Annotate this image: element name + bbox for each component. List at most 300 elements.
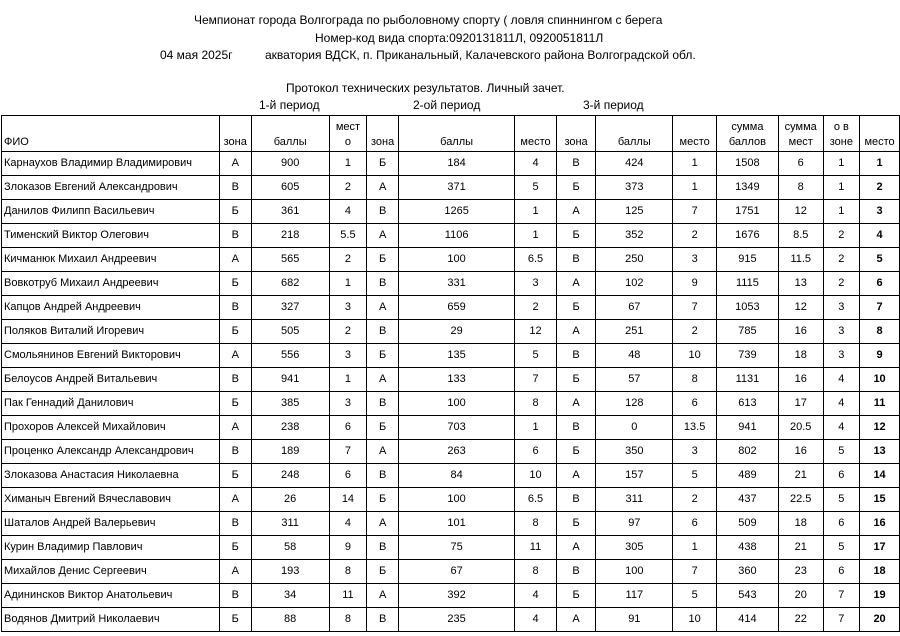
place-period-2: 12: [515, 320, 557, 344]
place-period-2: 6: [515, 440, 557, 464]
points-period-2: 75: [399, 536, 515, 560]
place-period-3: 2: [673, 224, 717, 248]
place-period-3: 6: [673, 392, 717, 416]
place-in-zone: 5: [823, 440, 860, 464]
points-period-3: 128: [596, 392, 673, 416]
place-in-zone: 7: [823, 584, 860, 608]
place-in-zone: 3: [823, 344, 860, 368]
zone-period-3: В: [556, 560, 595, 584]
zone-period-2: Б: [367, 248, 399, 272]
place-period-3: 3: [673, 248, 717, 272]
points-period-1: 189: [251, 440, 329, 464]
place-period-3: 5: [673, 584, 717, 608]
place-period-1: 6: [329, 416, 367, 440]
zone-period-1: А: [219, 560, 251, 584]
points-period-1: 238: [251, 416, 329, 440]
place-period-1: 1: [329, 272, 367, 296]
place-period-3: 2: [673, 488, 717, 512]
col-header-sum-places: сумма мест: [778, 116, 823, 152]
table-row: [2, 272, 900, 296]
sum-points: 360: [716, 560, 778, 584]
place-period-3: 1: [673, 536, 717, 560]
zone-period-3: Б: [556, 368, 595, 392]
place-period-1: 4: [329, 512, 367, 536]
points-period-3: 251: [596, 320, 673, 344]
points-period-1: 26: [251, 488, 329, 512]
place-period-1: 14: [329, 488, 367, 512]
zone-period-1: В: [219, 176, 251, 200]
place-period-3: 8: [673, 368, 717, 392]
place-in-zone: 6: [823, 512, 860, 536]
final-place: 10: [860, 368, 900, 392]
event-date: 04 мая 2025г: [160, 48, 233, 62]
sum-places: 16: [778, 440, 823, 464]
participant-name: Адининсков Виктор Анатольевич: [2, 584, 220, 608]
table-row: [2, 248, 900, 272]
participant-name: Михайлов Денис Сергеевич: [2, 560, 220, 584]
results-table: [1, 115, 900, 632]
sum-places: 16: [778, 320, 823, 344]
zone-period-2: В: [367, 464, 399, 488]
points-period-2: 184: [399, 152, 515, 176]
points-period-1: 361: [251, 200, 329, 224]
table-row: [2, 488, 900, 512]
document-title: Чемпионат города Волгограда по рыболовному спорту ( ловля спиннингом с берега: [194, 13, 663, 27]
place-in-zone: 4: [823, 368, 860, 392]
points-period-3: 157: [596, 464, 673, 488]
table-row: [2, 416, 900, 440]
zone-period-2: В: [367, 200, 399, 224]
zone-period-2: Б: [367, 344, 399, 368]
table-row: [2, 560, 900, 584]
place-in-zone: 1: [823, 152, 860, 176]
zone-period-2: В: [367, 272, 399, 296]
sum-places: 13: [778, 272, 823, 296]
zone-period-2: А: [367, 512, 399, 536]
col-header-fio: ФИО: [2, 116, 220, 152]
points-period-2: 84: [399, 464, 515, 488]
points-period-1: 605: [251, 176, 329, 200]
sum-places: 6: [778, 152, 823, 176]
points-period-2: 100: [399, 392, 515, 416]
zone-period-1: Б: [219, 320, 251, 344]
place-period-1: 7: [329, 440, 367, 464]
points-period-1: 900: [251, 152, 329, 176]
sum-points: 509: [716, 512, 778, 536]
sum-places: 12: [778, 296, 823, 320]
table-header-row: [2, 116, 900, 152]
place-period-1: 3: [329, 392, 367, 416]
place-period-2: 2: [515, 296, 557, 320]
col-header-final-place: место: [860, 116, 900, 152]
col-header-points-2: баллы: [399, 116, 515, 152]
participant-name: Проценко Александр Александрович: [2, 440, 220, 464]
sum-points: 489: [716, 464, 778, 488]
place-period-2: 7: [515, 368, 557, 392]
final-place: 11: [860, 392, 900, 416]
points-period-2: 101: [399, 512, 515, 536]
place-in-zone: 6: [823, 560, 860, 584]
final-place: 19: [860, 584, 900, 608]
col-header-zone-2: зона: [367, 116, 399, 152]
sum-points: 438: [716, 536, 778, 560]
table-row: [2, 584, 900, 608]
zone-period-3: А: [556, 608, 595, 632]
sum-places: 8: [778, 176, 823, 200]
zone-period-3: Б: [556, 224, 595, 248]
sum-points: 739: [716, 344, 778, 368]
points-period-3: 91: [596, 608, 673, 632]
zone-period-2: Б: [367, 488, 399, 512]
col-header-zone-1: зона: [219, 116, 251, 152]
final-place: 4: [860, 224, 900, 248]
points-period-1: 941: [251, 368, 329, 392]
final-place: 12: [860, 416, 900, 440]
table-row: [2, 224, 900, 248]
zone-period-2: А: [367, 224, 399, 248]
zone-period-3: А: [556, 536, 595, 560]
zone-period-2: Б: [367, 416, 399, 440]
sum-places: 21: [778, 464, 823, 488]
points-period-2: 100: [399, 488, 515, 512]
zone-period-2: В: [367, 536, 399, 560]
place-period-1: 2: [329, 176, 367, 200]
table-row: [2, 176, 900, 200]
col-header-place-3: место: [673, 116, 717, 152]
zone-period-1: А: [219, 344, 251, 368]
final-place: 13: [860, 440, 900, 464]
points-period-3: 0: [596, 416, 673, 440]
points-period-1: 58: [251, 536, 329, 560]
zone-period-1: Б: [219, 272, 251, 296]
zone-period-1: Б: [219, 536, 251, 560]
zone-period-2: В: [367, 608, 399, 632]
sum-places: 17: [778, 392, 823, 416]
participant-name: Капцов Андрей Андреевич: [2, 296, 220, 320]
points-period-2: 331: [399, 272, 515, 296]
zone-period-2: А: [367, 584, 399, 608]
table-row: [2, 152, 900, 176]
zone-period-2: А: [367, 440, 399, 464]
period-2-label: 2-ой период: [413, 98, 481, 112]
place-in-zone: 2: [823, 224, 860, 248]
points-period-2: 371: [399, 176, 515, 200]
zone-period-3: В: [556, 416, 595, 440]
protocol-title: Протокол технических результатов. Личный зачет.: [286, 81, 565, 95]
points-period-3: 97: [596, 512, 673, 536]
col-header-zone-3: зона: [556, 116, 595, 152]
participant-name: Поляков Виталий Игоревич: [2, 320, 220, 344]
zone-period-1: Б: [219, 464, 251, 488]
sum-places: 12: [778, 200, 823, 224]
zone-period-3: Б: [556, 584, 595, 608]
table-row: [2, 536, 900, 560]
points-period-2: 67: [399, 560, 515, 584]
final-place: 16: [860, 512, 900, 536]
col-header-points-3: баллы: [596, 116, 673, 152]
points-period-1: 556: [251, 344, 329, 368]
zone-period-3: Б: [556, 440, 595, 464]
points-period-2: 703: [399, 416, 515, 440]
points-period-1: 311: [251, 512, 329, 536]
place-period-3: 7: [673, 560, 717, 584]
place-period-3: 2: [673, 320, 717, 344]
zone-period-3: В: [556, 152, 595, 176]
points-period-3: 117: [596, 584, 673, 608]
final-place: 2: [860, 176, 900, 200]
final-place: 3: [860, 200, 900, 224]
place-period-2: 1: [515, 200, 557, 224]
points-period-2: 235: [399, 608, 515, 632]
period-3-label: 3-й период: [583, 98, 644, 112]
points-period-1: 505: [251, 320, 329, 344]
place-period-3: 10: [673, 608, 717, 632]
sum-places: 22.5: [778, 488, 823, 512]
points-period-2: 263: [399, 440, 515, 464]
points-period-2: 1106: [399, 224, 515, 248]
zone-period-3: А: [556, 272, 595, 296]
place-in-zone: 3: [823, 296, 860, 320]
points-period-2: 133: [399, 368, 515, 392]
col-header-sum-points: сумма баллов: [716, 116, 778, 152]
points-period-3: 311: [596, 488, 673, 512]
zone-period-1: В: [219, 440, 251, 464]
zone-period-1: А: [219, 488, 251, 512]
final-place: 5: [860, 248, 900, 272]
participant-name: Курин Владимир Павлович: [2, 536, 220, 560]
points-period-2: 659: [399, 296, 515, 320]
place-in-zone: 7: [823, 608, 860, 632]
zone-period-1: В: [219, 584, 251, 608]
zone-period-2: А: [367, 176, 399, 200]
participant-name: Карнаухов Владимир Владимирович: [2, 152, 220, 176]
place-period-2: 6.5: [515, 248, 557, 272]
points-period-3: 57: [596, 368, 673, 392]
final-place: 6: [860, 272, 900, 296]
place-in-zone: 6: [823, 464, 860, 488]
place-in-zone: 1: [823, 200, 860, 224]
sum-points: 1508: [716, 152, 778, 176]
points-period-1: 248: [251, 464, 329, 488]
table-row: [2, 200, 900, 224]
place-period-3: 5: [673, 464, 717, 488]
sum-places: 20.5: [778, 416, 823, 440]
place-period-1: 8: [329, 560, 367, 584]
points-period-3: 305: [596, 536, 673, 560]
col-header-points-1: баллы: [251, 116, 329, 152]
sum-points: 1349: [716, 176, 778, 200]
place-period-3: 13.5: [673, 416, 717, 440]
place-in-zone: 5: [823, 536, 860, 560]
place-period-1: 3: [329, 296, 367, 320]
place-in-zone: 2: [823, 272, 860, 296]
sum-places: 20: [778, 584, 823, 608]
place-period-2: 8: [515, 512, 557, 536]
sum-points: 915: [716, 248, 778, 272]
zone-period-1: А: [219, 416, 251, 440]
zone-period-1: А: [219, 152, 251, 176]
table-row: [2, 440, 900, 464]
points-period-1: 88: [251, 608, 329, 632]
sum-points: 785: [716, 320, 778, 344]
place-period-3: 7: [673, 296, 717, 320]
zone-period-2: Б: [367, 152, 399, 176]
place-period-1: 1: [329, 368, 367, 392]
zone-period-1: В: [219, 296, 251, 320]
points-period-1: 34: [251, 584, 329, 608]
points-period-2: 1265: [399, 200, 515, 224]
col-header-in-zone: о в зоне: [823, 116, 860, 152]
table-row: [2, 296, 900, 320]
sum-points: 1676: [716, 224, 778, 248]
points-period-1: 193: [251, 560, 329, 584]
place-period-3: 6: [673, 512, 717, 536]
zone-period-3: Б: [556, 512, 595, 536]
final-place: 8: [860, 320, 900, 344]
points-period-3: 48: [596, 344, 673, 368]
participant-name: Смольянинов Евгений Викторович: [2, 344, 220, 368]
participant-name: Данилов Филипп Васильевич: [2, 200, 220, 224]
place-period-1: 6: [329, 464, 367, 488]
sum-points: 1115: [716, 272, 778, 296]
table-row: [2, 608, 900, 632]
place-period-2: 3: [515, 272, 557, 296]
points-period-2: 100: [399, 248, 515, 272]
sum-points: 613: [716, 392, 778, 416]
final-place: 15: [860, 488, 900, 512]
sum-points: 1053: [716, 296, 778, 320]
table-row: [2, 368, 900, 392]
place-period-1: 8: [329, 608, 367, 632]
place-period-1: 4: [329, 200, 367, 224]
zone-period-2: В: [367, 392, 399, 416]
place-period-1: 5.5: [329, 224, 367, 248]
period-1-label: 1-й период: [259, 98, 320, 112]
zone-period-2: В: [367, 320, 399, 344]
points-period-2: 29: [399, 320, 515, 344]
col-header-place-2: место: [515, 116, 557, 152]
place-period-2: 4: [515, 608, 557, 632]
zone-period-1: В: [219, 224, 251, 248]
place-in-zone: 3: [823, 320, 860, 344]
sum-points: 437: [716, 488, 778, 512]
place-in-zone: 2: [823, 248, 860, 272]
results-body: [2, 152, 900, 632]
participant-name: Кичманюк Михаил Андреевич: [2, 248, 220, 272]
sum-places: 18: [778, 344, 823, 368]
zone-period-2: А: [367, 296, 399, 320]
points-period-1: 385: [251, 392, 329, 416]
participant-name: Шаталов Андрей Валерьевич: [2, 512, 220, 536]
sum-points: 941: [716, 416, 778, 440]
points-period-3: 67: [596, 296, 673, 320]
event-location: акватория ВДСК, п. Приканальный, Калачевского района Волгоградской обл.: [265, 48, 696, 62]
participant-name: Злоказова Анастасия Николаевна: [2, 464, 220, 488]
place-period-2: 6.5: [515, 488, 557, 512]
place-period-1: 9: [329, 536, 367, 560]
place-period-1: 2: [329, 320, 367, 344]
place-period-2: 8: [515, 560, 557, 584]
table-row: [2, 344, 900, 368]
points-period-3: 350: [596, 440, 673, 464]
final-place: 18: [860, 560, 900, 584]
sport-code: Номер-код вида спорта:0920131811Л, 0920051811Л: [315, 31, 604, 45]
points-period-2: 392: [399, 584, 515, 608]
place-period-1: 1: [329, 152, 367, 176]
points-period-1: 565: [251, 248, 329, 272]
place-period-3: 1: [673, 152, 717, 176]
zone-period-3: А: [556, 320, 595, 344]
participant-name: Химаныч Евгений Вячеславович: [2, 488, 220, 512]
table-row: [2, 320, 900, 344]
zone-period-1: В: [219, 512, 251, 536]
points-period-3: 424: [596, 152, 673, 176]
final-place: 17: [860, 536, 900, 560]
zone-period-2: Б: [367, 560, 399, 584]
zone-period-3: В: [556, 344, 595, 368]
zone-period-3: А: [556, 464, 595, 488]
zone-period-1: А: [219, 248, 251, 272]
zone-period-3: В: [556, 248, 595, 272]
place-period-2: 10: [515, 464, 557, 488]
points-period-2: 135: [399, 344, 515, 368]
participant-name: Вовкотруб Михаил Андреевич: [2, 272, 220, 296]
sum-places: 8.5: [778, 224, 823, 248]
sum-points: 1751: [716, 200, 778, 224]
points-period-1: 218: [251, 224, 329, 248]
sum-points: 1131: [716, 368, 778, 392]
zone-period-2: А: [367, 368, 399, 392]
place-in-zone: 1: [823, 176, 860, 200]
place-period-1: 2: [329, 248, 367, 272]
sum-places: 16: [778, 368, 823, 392]
participant-name: Прохоров Алексей Михайлович: [2, 416, 220, 440]
sum-places: 21: [778, 536, 823, 560]
sum-points: 414: [716, 608, 778, 632]
place-period-2: 11: [515, 536, 557, 560]
zone-period-3: Б: [556, 296, 595, 320]
sum-points: 543: [716, 584, 778, 608]
place-in-zone: 4: [823, 392, 860, 416]
place-period-3: 1: [673, 176, 717, 200]
final-place: 9: [860, 344, 900, 368]
final-place: 14: [860, 464, 900, 488]
zone-period-1: Б: [219, 392, 251, 416]
participant-name: Пак Геннадий Данилович: [2, 392, 220, 416]
participant-name: Белоусов Андрей Витальевич: [2, 368, 220, 392]
place-period-3: 3: [673, 440, 717, 464]
participant-name: Тименский Виктор Олегович: [2, 224, 220, 248]
points-period-3: 100: [596, 560, 673, 584]
points-period-3: 373: [596, 176, 673, 200]
place-period-3: 9: [673, 272, 717, 296]
table-row: [2, 512, 900, 536]
place-period-1: 3: [329, 344, 367, 368]
zone-period-1: Б: [219, 200, 251, 224]
points-period-3: 125: [596, 200, 673, 224]
participant-name: Злоказов Евгений Александрович: [2, 176, 220, 200]
final-place: 1: [860, 152, 900, 176]
points-period-1: 327: [251, 296, 329, 320]
place-period-2: 4: [515, 152, 557, 176]
sum-places: 18: [778, 512, 823, 536]
place-period-2: 8: [515, 392, 557, 416]
sum-places: 22: [778, 608, 823, 632]
place-period-2: 5: [515, 176, 557, 200]
points-period-3: 102: [596, 272, 673, 296]
final-place: 7: [860, 296, 900, 320]
place-period-2: 4: [515, 584, 557, 608]
